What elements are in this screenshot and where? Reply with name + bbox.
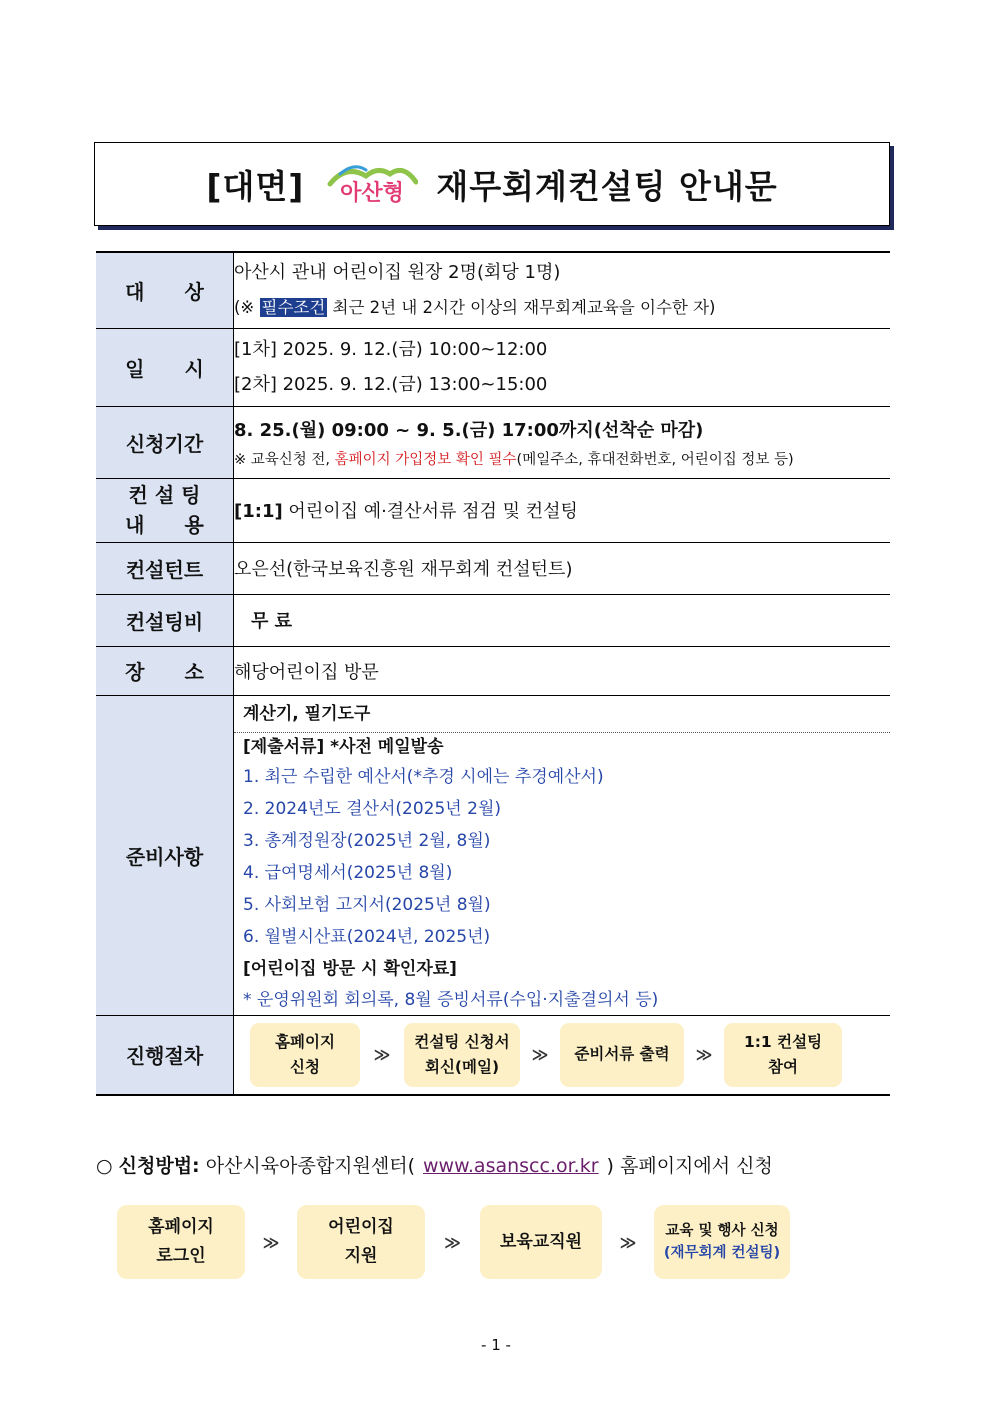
label-date: 일 시: [96, 328, 234, 406]
procedure-flow: [234, 1023, 890, 1087]
prep-visit-title: [어린이집 방문 시 확인자료]: [243, 958, 457, 979]
place-text: 해당어린이집 방문: [234, 646, 891, 695]
row-period: [96, 406, 890, 478]
label-procedure: 진행절차: [96, 1015, 234, 1095]
row-target: [96, 252, 890, 328]
page-title: [206, 161, 777, 208]
prep-doc-4: 4. 급여명세서(2025년 8월): [243, 862, 453, 883]
prep-docs-title: [제출서류] *사전 메일발송: [243, 736, 444, 757]
apply-step-3: 보육교직원: [480, 1205, 602, 1279]
prep-doc-5: 5. 사회보험 고지서(2025년 8월): [243, 894, 491, 915]
procedure-step-3: 준비서류 출력: [560, 1023, 684, 1087]
method-label: 신청방법:: [118, 1155, 200, 1177]
title-box: [94, 142, 890, 226]
prep-doc-6: 6. 월별시산표(2024년, 2025년): [243, 926, 491, 947]
row-place: [96, 646, 890, 695]
period-note-required: 홈페이지 가입정보 확인 필수: [334, 451, 517, 468]
consultant-text: 오은선(한국보육진흥원 재무회계 컨설턴트): [234, 542, 891, 594]
apply-step-2: 어린이집 지원: [297, 1205, 425, 1279]
website-link[interactable]: www.asanscc.or.kr: [423, 1155, 599, 1177]
row-content: [96, 478, 890, 542]
row-fee: [96, 594, 890, 646]
prep-visit-note: * 운영위원회 회의록, 8월 증빙서류(수입·지출결의서 등): [243, 989, 659, 1010]
prep-doc-2: 2. 2024년도 결산서(2025년 2월): [243, 798, 501, 819]
label-target: 대 상: [96, 252, 234, 328]
target-line: 아산시 관내 어린이집 원장 2명(회당 1명): [234, 262, 561, 284]
row-procedure: [96, 1015, 890, 1095]
period-note: ※ 교육신청 전, 홈페이지 가입정보 확인 필수(메일주소, 휴대전화번호, 어린이집 정보 등): [234, 451, 794, 468]
session-1: [1차] 2025. 9. 12.(금) 10:00~12:00: [234, 339, 548, 360]
prep-tools: 계산기, 필기도구: [234, 696, 890, 733]
period-main: 8. 25.(월) 09:00 ~ 9. 5.(금) 17:00까지(선착순 마감): [234, 419, 704, 441]
page-number: - 1 -: [481, 1336, 511, 1354]
title-prefix: [대면]: [206, 166, 305, 206]
title-main: 재무회계컨설팅 안내문: [436, 166, 778, 206]
target-note: (※ 필수조건 최근 2년 내 2시간 이상의 재무회계교육을 이수한 자): [234, 298, 716, 318]
row-prep: [96, 695, 890, 1015]
info-table: [96, 251, 890, 1096]
method-bullet: ○: [96, 1155, 113, 1177]
method-center: 아산시육아종합지원센터(: [205, 1155, 416, 1177]
label-place: 장 소: [96, 646, 234, 695]
application-flow: [117, 1205, 790, 1279]
application-method: [96, 1151, 773, 1178]
logo-text: 아산형: [340, 181, 405, 206]
procedure-step-2: 컨설팅 신청서 회신(메일): [404, 1023, 520, 1087]
asan-logo-icon: [326, 162, 418, 206]
procedure-arrow-1: ≫: [373, 1045, 391, 1065]
prep-doc-1: 1. 최근 수립한 예산서(*추경 시에는 추경예산서): [243, 766, 604, 787]
label-fee: 컨설팅비: [96, 594, 234, 646]
procedure-arrow-3: ≫: [695, 1045, 713, 1065]
content-text: [1:1] 어린이집 예·결산서류 점검 및 컨설팅: [234, 478, 891, 542]
row-date: [96, 328, 890, 406]
apply-arrow-1: ≫: [262, 1232, 280, 1252]
prep-doc-3: 3. 총계정원장(2025년 2월, 8월): [243, 830, 491, 851]
fee-text: 무 료: [234, 594, 891, 646]
apply-arrow-3: ≫: [619, 1232, 637, 1252]
label-prep: 준비사항: [96, 695, 234, 1015]
required-highlight: 필수조건: [261, 298, 326, 318]
label-consultant: 컨설턴트: [96, 542, 234, 594]
apply-step-4: 교육 및 행사 신청 (재무회계 컨설팅): [654, 1205, 790, 1279]
apply-step-1: 홈페이지 로그인: [117, 1205, 245, 1279]
label-period: 신청기간: [96, 406, 234, 478]
row-consultant: [96, 542, 890, 594]
method-tail: ) 홈페이지에서 신청: [606, 1155, 773, 1177]
session-2: [2차] 2025. 9. 12.(금) 13:00~15:00: [234, 374, 548, 395]
apply-arrow-2: ≫: [444, 1232, 461, 1252]
procedure-step-4: 1:1 컨설팅 참여: [724, 1023, 842, 1087]
label-content: 컨 설 팅 내 용: [96, 478, 234, 542]
procedure-arrow-2: ≫: [531, 1045, 549, 1065]
procedure-step-1: 홈페이지 신청: [250, 1023, 360, 1087]
